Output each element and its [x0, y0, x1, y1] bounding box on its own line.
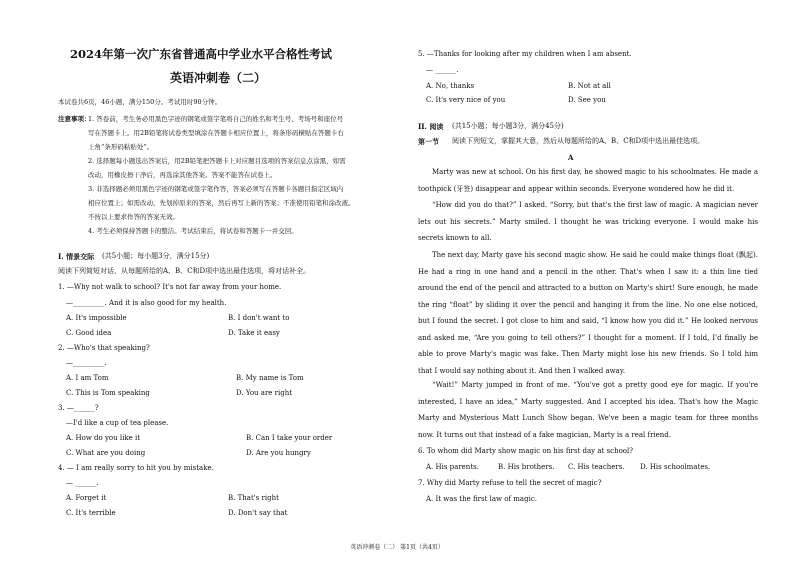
option: D. Don't say that — [228, 509, 288, 517]
passage-paragraph: The next day, Marty gave his second magic show. He said he could make things float (飘起). He had a ring in one hand and a pencil in the other. That's when I saw it: a thin line tied around the end of the pencil and attracted to a button on Marty's shirt! Sure enough, he made the ring “float” by sliding it over the pencil and hanging it from the line. No one else noticed, but I found the secret. I got close to him and said, “I know how you did it.” He looked nervous and asked me, “Are you going to tell others?” I thought for a moment. If I told, I'd finally be able to prove Marty's magic was fake. Then Marty might lose his new friends. So I told him that I would say nothing about it. And then I walked away. — [418, 251, 758, 375]
option: C. What are you doing — [66, 449, 146, 457]
question-2: 2. —Who's that speaking? — [58, 344, 150, 352]
question-4: 4. — I am really sorry to hit you by mistake. — [58, 464, 214, 472]
part1-instruction: 阅读下列短文，掌握其大意，然后从每题所给的A、B、C和D项中选出最佳选项。 — [452, 137, 705, 145]
option: D. Take it easy — [228, 329, 280, 337]
option: A. No, thanks — [426, 82, 475, 90]
option: C. Good idea — [66, 329, 112, 337]
question-1-line: —_________. And it is also good for my health. — [66, 299, 227, 307]
question-5-line: — ______. — [426, 66, 459, 74]
question-1: 1. —Why not walk to school? It's not far away from your home. — [58, 283, 282, 291]
passage-letter: A — [568, 153, 574, 162]
notice-line: 2. 选择题每小题选出答案后，用2B铅笔把答题卡上对应题目选项的答案信息点涂黑，如需 — [88, 157, 346, 165]
notice-line: 1. 答卷前，考生务必用黑色字迹的钢笔或签字笔将自己的姓名和考生号、考场号和座位号 — [88, 115, 344, 123]
notice-line: 改动，用橡皮擦干净后，再选涂其他答案。答案不能答在试卷上。 — [88, 171, 277, 179]
question-3-line: —I'd like a cup of tea please. — [66, 419, 169, 427]
notice-label: 注意事项： — [58, 115, 91, 123]
option: C. This is Tom speaking — [66, 389, 150, 397]
passage-paragraph: “How did you do that?” I asked. “Sorry, but that's the first law of magic. A magician never lets out his secrets.” Marty smiled. I thought he was tricking everyone. I would make his secrets known to all. — [418, 201, 758, 242]
option: B. That's right — [228, 494, 279, 502]
exam-subtitle: 英语冲刺卷（二） — [170, 71, 267, 85]
section2-title: II. 阅读 — [418, 122, 444, 131]
section2-note: (共15小题；每小题3分，满分45分) — [452, 122, 564, 130]
option: A. How do you like it — [66, 434, 141, 442]
notice-line: 4. 考生必须保持答题卡的整洁。考试结束后，将试卷和答题卡一并交回。 — [88, 227, 298, 235]
notice-line: 相应位置上；如需改动，先划掉原来的答案，然后再写上新的答案；不准使用铅笔和涂改液。 — [88, 199, 355, 207]
question-4-line: — ______. — [66, 479, 99, 487]
exam-title: 2024年第一次广东省普通高中学业水平合格性考试 — [70, 47, 333, 61]
option: A. Forget it — [66, 494, 107, 502]
option: A. His parents. — [426, 463, 479, 471]
question-6: 6. To whom did Marty show magic on his first day at school? — [418, 447, 634, 455]
option: D. Are you hungry — [246, 449, 311, 457]
option: D. You are right — [236, 389, 293, 397]
question-5: 5. —Thanks for looking after my children when I am absent. — [418, 50, 632, 58]
question-3: 3. —______? — [58, 404, 99, 412]
option: C. It's very nice of you — [426, 96, 506, 104]
notice-line: 不按以上要求作答的答案无效。 — [88, 213, 179, 221]
option: B. My name is Tom — [236, 374, 304, 382]
option: B. His brothers. — [498, 463, 555, 471]
option: A. It was the first law of magic. — [426, 495, 537, 503]
passage-paragraph: “Wait!” Marty jumped in front of me. “You've got a pretty good eye for magic. If you're interested, I have an idea,” Marty suggested. And I accepted his idea. That's how the Magic Marty and Mysterious Matt Lunch Show began. We've been a magic team for three months now. It turns out that instead of a fake magician, Marty is a real friend. — [418, 381, 758, 439]
page-footer: 英语冲刺卷（二） 第1页（共4页） — [350, 544, 444, 551]
notice-line: 写在答题卡上。用2B铅笔将试卷类型填涂在答题卡相应位置上，将条形码横贴在答题卡右 — [88, 129, 344, 137]
option: C. His teachers. — [568, 463, 625, 471]
notice-line: 上角“条形码粘贴处”。 — [88, 143, 154, 151]
option: B. Can I take your order — [246, 434, 333, 442]
option: C. It's terrible — [66, 509, 116, 517]
exam-intro: 本试卷共6页，46小题，满分150分。考试用时90分钟。 — [58, 98, 222, 106]
section1-instruction: 阅读下列简短对话，从每题所给的A、B、C和D项中选出最佳选项，将对话补全。 — [58, 267, 311, 275]
option: D. His schoolmates. — [640, 463, 711, 471]
option: A. It's impossible — [66, 314, 127, 322]
section1-title: I. 情景交际 — [58, 252, 95, 261]
option: B. Not at all — [568, 82, 611, 90]
option: B. I don't want to — [228, 314, 290, 322]
notice-line: 3. 非选择题必须用黑色字迹的钢笔或签字笔作答，答案必须写在答题卡各题目指定区域内 — [88, 185, 344, 193]
option: A. I am Tom — [66, 374, 109, 382]
question-7: 7. Why did Marty refuse to tell the secret of magic? — [418, 479, 602, 487]
passage-paragraph: Marty was new at school. On his first day, he showed magic to his schoolmates. He made a toothpick (牙签) disappear and appear within seconds. Everyone wondered how he did it. — [418, 168, 758, 193]
section1-note: (共5小题；每小题3分，满分15分) — [102, 252, 210, 260]
part1-label: 第一节 — [418, 137, 439, 146]
question-2-line: —_________. — [66, 359, 107, 367]
option: D. See you — [568, 96, 606, 104]
